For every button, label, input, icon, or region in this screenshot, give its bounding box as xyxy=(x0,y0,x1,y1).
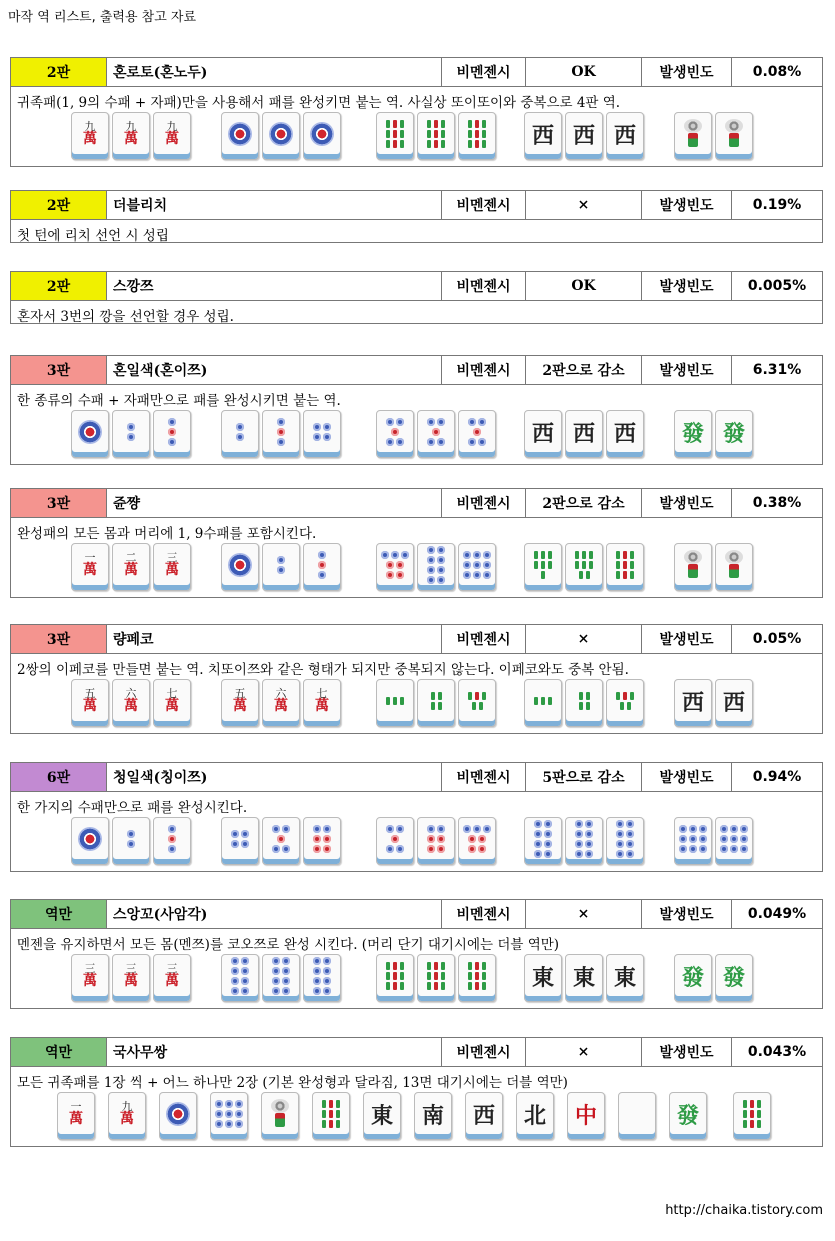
menzen-value: × xyxy=(526,625,642,653)
tile-p4 xyxy=(221,817,259,865)
tile-p8 xyxy=(524,817,562,865)
tile-m3: 三 萬 xyxy=(112,954,150,1002)
menzen-label: 비멘젠시 xyxy=(442,625,526,653)
yaku-header xyxy=(11,489,822,518)
freq-value: 0.94% xyxy=(752,769,802,785)
freq-label: 발생빈도 xyxy=(642,356,732,384)
tile-p1 xyxy=(262,112,300,160)
menzen-value: × xyxy=(526,1038,642,1066)
menzen-label: 비멘젠시 xyxy=(442,272,526,300)
tile-row xyxy=(11,109,822,166)
tile-p8 xyxy=(221,954,259,1002)
freq-label: 발생빈도 xyxy=(642,1038,732,1066)
tile-m5: 五 萬 xyxy=(221,679,259,727)
tile-west: 西 xyxy=(524,112,562,160)
tile-s5 xyxy=(606,679,644,727)
tile-p1 xyxy=(159,1092,197,1140)
tile-s9 xyxy=(376,112,414,160)
tile-east: 東 xyxy=(565,954,603,1002)
menzen-label: 비멘젠시 xyxy=(442,191,526,219)
tile-p1 xyxy=(303,112,341,160)
tile-s1 xyxy=(715,112,753,160)
han-cell: 6판 xyxy=(11,763,107,791)
freq-value: 6.31% xyxy=(752,362,802,378)
freq-label: 발생빈도 xyxy=(642,900,732,928)
tile-s9 xyxy=(458,112,496,160)
tile-row xyxy=(11,814,822,871)
yaku-description: 2쌍의 이페코를 만들면 붙는 역. 치또이쯔와 같은 형태가 되지만 중복되지 않는다. 이페코와도 중복 안됨. xyxy=(17,662,629,678)
tile-p8 xyxy=(606,817,644,865)
han-cell: 3판 xyxy=(11,356,107,384)
freq-label: 발생빈도 xyxy=(642,191,732,219)
tile-row xyxy=(11,540,822,597)
tile-east: 東 xyxy=(606,954,644,1002)
tile-m3: 三 萬 xyxy=(71,954,109,1002)
tile-m1: 一 萬 xyxy=(57,1092,95,1140)
yaku-header xyxy=(11,900,822,929)
yaku-description: 한 종류의 수패 + 자패만으로 패를 완성시키면 붙는 역. xyxy=(17,393,341,409)
yaku-description: 혼자서 3번의 깡을 선언할 경우 성립. xyxy=(17,309,234,325)
tile-row xyxy=(11,1089,822,1146)
yaku-header xyxy=(11,356,822,385)
yaku-name: 쥰쨩 xyxy=(107,489,442,517)
han-cell: 2판 xyxy=(11,191,107,219)
tile-s9 xyxy=(376,954,414,1002)
yaku-description: 모든 귀족패를 1장 씩 + 어느 하나만 2장 (기본 완성형과 달라짐, 13면 대기시에는 더블 역만) xyxy=(17,1075,568,1091)
freq-value: 0.05% xyxy=(752,631,802,647)
yaku-description: 귀족패(1, 9의 수패 + 자패)만을 사용해서 패를 완성키면 붙는 역. 사실상 또이또이와 중복으로 4판 역. xyxy=(17,95,621,111)
yaku-name: 청일색(칭이쯔) xyxy=(107,763,442,791)
freq-value: 0.08% xyxy=(752,64,802,80)
yaku-card xyxy=(10,271,823,324)
yaku-name: 더블리치 xyxy=(107,191,442,219)
tile-m6: 六 萬 xyxy=(112,679,150,727)
tile-m9: 九 萬 xyxy=(71,112,109,160)
menzen-label: 비멘젠시 xyxy=(442,489,526,517)
tile-p9 xyxy=(715,817,753,865)
yaku-name: 스앙꼬(사암각) xyxy=(107,900,442,928)
tile-p1 xyxy=(221,543,259,591)
tile-hatsu: 發 xyxy=(669,1092,707,1140)
tile-west: 西 xyxy=(674,679,712,727)
tile-m3: 三 萬 xyxy=(153,954,191,1002)
tile-s1 xyxy=(674,112,712,160)
tile-p3 xyxy=(303,543,341,591)
tile-s9 xyxy=(606,543,644,591)
freq-value: 0.049% xyxy=(747,906,807,922)
yaku-name: 혼일색(혼이쯔) xyxy=(107,356,442,384)
tile-p3 xyxy=(153,817,191,865)
yaku-header xyxy=(11,763,822,792)
tile-p9 xyxy=(674,817,712,865)
han-cell: 3판 xyxy=(11,489,107,517)
han-cell: 3판 xyxy=(11,625,107,653)
menzen-value: 2판으로 감소 xyxy=(526,489,642,517)
tile-m7: 七 萬 xyxy=(153,679,191,727)
tile-m3: 三 萬 xyxy=(153,543,191,591)
menzen-value: 2판으로 감소 xyxy=(526,356,642,384)
han-cell: 2판 xyxy=(11,58,107,86)
yaku-card xyxy=(10,57,823,167)
tile-s1 xyxy=(715,543,753,591)
tile-west: 西 xyxy=(565,410,603,458)
tile-p5 xyxy=(262,817,300,865)
tile-west: 西 xyxy=(606,410,644,458)
yaku-header xyxy=(11,58,822,87)
freq-value: 0.19% xyxy=(752,197,802,213)
tile-m5: 五 萬 xyxy=(71,679,109,727)
menzen-label: 비멘젠시 xyxy=(442,900,526,928)
tile-p2 xyxy=(112,410,150,458)
tile-p8 xyxy=(262,954,300,1002)
tile-north: 北 xyxy=(516,1092,554,1140)
yaku-header xyxy=(11,625,822,654)
tile-p7 xyxy=(458,817,496,865)
freq-value: 0.043% xyxy=(747,1044,807,1060)
tile-p7 xyxy=(376,543,414,591)
tile-p8 xyxy=(565,817,603,865)
menzen-label: 비멘젠시 xyxy=(442,58,526,86)
yaku-description: 완성패의 모든 몸과 머리에 1, 9수패를 포함시킨다. xyxy=(17,526,317,542)
tile-s9 xyxy=(417,112,455,160)
tile-haku xyxy=(618,1092,656,1140)
tile-p6 xyxy=(303,817,341,865)
yaku-card xyxy=(10,762,823,872)
yaku-header xyxy=(11,272,822,301)
tile-m9: 九 萬 xyxy=(153,112,191,160)
tile-p5 xyxy=(417,410,455,458)
tile-p3 xyxy=(153,410,191,458)
tile-m6: 六 萬 xyxy=(262,679,300,727)
yaku-card xyxy=(10,190,823,243)
yaku-card xyxy=(10,899,823,1009)
tile-west: 西 xyxy=(565,112,603,160)
tile-p1 xyxy=(71,817,109,865)
tile-row xyxy=(11,951,822,1008)
menzen-label: 비멘젠시 xyxy=(442,763,526,791)
tile-m9: 九 萬 xyxy=(112,112,150,160)
menzen-value: 5판으로 감소 xyxy=(526,763,642,791)
han-cell: 역만 xyxy=(11,900,107,928)
tile-west: 西 xyxy=(715,679,753,727)
tile-s5 xyxy=(458,679,496,727)
freq-label: 발생빈도 xyxy=(642,763,732,791)
menzen-label: 비멘젠시 xyxy=(442,356,526,384)
tile-s8 xyxy=(565,543,603,591)
tile-s1 xyxy=(261,1092,299,1140)
menzen-value: OK xyxy=(526,272,642,300)
tile-s9 xyxy=(733,1092,771,1140)
tile-west: 西 xyxy=(524,410,562,458)
yaku-name: 량페코 xyxy=(107,625,442,653)
han-cell: 역만 xyxy=(11,1038,107,1066)
tile-west: 西 xyxy=(465,1092,503,1140)
tile-m1: 一 萬 xyxy=(71,543,109,591)
yaku-description: 한 가지의 수패만으로 패를 완성시킨다. xyxy=(17,800,248,816)
tile-p8 xyxy=(303,954,341,1002)
freq-value: 0.38% xyxy=(752,495,802,511)
tile-hatsu: 發 xyxy=(715,954,753,1002)
yaku-card xyxy=(10,1037,823,1147)
tile-p4 xyxy=(303,410,341,458)
tile-s3 xyxy=(524,679,562,727)
tile-hatsu: 發 xyxy=(674,954,712,1002)
menzen-value: × xyxy=(526,191,642,219)
tile-p2 xyxy=(221,410,259,458)
yaku-description: 첫 턴에 리치 선언 시 성립 xyxy=(17,228,169,244)
tile-p2 xyxy=(112,817,150,865)
yaku-header xyxy=(11,1038,822,1067)
tile-row xyxy=(11,676,822,733)
page-title: 마작 역 리스트, 출력용 참고 자료 xyxy=(8,10,197,25)
freq-value: 0.005% xyxy=(747,278,807,294)
tile-m2: 二 萬 xyxy=(112,543,150,591)
tile-east: 東 xyxy=(524,954,562,1002)
yaku-name: 국사무쌍 xyxy=(107,1038,442,1066)
freq-label: 발생빈도 xyxy=(642,58,732,86)
tile-south: 南 xyxy=(414,1092,452,1140)
tile-hatsu: 發 xyxy=(715,410,753,458)
tile-s4 xyxy=(417,679,455,727)
tile-s4 xyxy=(565,679,603,727)
tile-m9: 九 萬 xyxy=(108,1092,146,1140)
tile-p2 xyxy=(262,543,300,591)
tile-p9 xyxy=(210,1092,248,1140)
tile-row xyxy=(11,407,822,464)
tile-s7 xyxy=(524,543,562,591)
tile-p1 xyxy=(71,410,109,458)
tile-p8 xyxy=(417,543,455,591)
menzen-value: × xyxy=(526,900,642,928)
menzen-value: OK xyxy=(526,58,642,86)
footer-url[interactable]: http://chaika.tistory.com xyxy=(665,1203,823,1218)
tile-s1 xyxy=(674,543,712,591)
tile-p1 xyxy=(221,112,259,160)
tile-hatsu: 發 xyxy=(674,410,712,458)
yaku-name: 스깡쯔 xyxy=(107,272,442,300)
tile-s9 xyxy=(458,954,496,1002)
tile-p9 xyxy=(458,543,496,591)
menzen-label: 비멘젠시 xyxy=(442,1038,526,1066)
freq-label: 발생빈도 xyxy=(642,489,732,517)
yaku-card xyxy=(10,488,823,598)
tile-s9 xyxy=(417,954,455,1002)
tile-west: 西 xyxy=(606,112,644,160)
tile-s3 xyxy=(376,679,414,727)
han-cell: 2판 xyxy=(11,272,107,300)
tile-m7: 七 萬 xyxy=(303,679,341,727)
tile-p5 xyxy=(376,817,414,865)
freq-label: 발생빈도 xyxy=(642,625,732,653)
yaku-header xyxy=(11,191,822,220)
tile-p3 xyxy=(262,410,300,458)
tile-p5 xyxy=(376,410,414,458)
yaku-card xyxy=(10,624,823,734)
tile-east: 東 xyxy=(363,1092,401,1140)
yaku-name: 혼로토(혼노두) xyxy=(107,58,442,86)
tile-chun: 中 xyxy=(567,1092,605,1140)
yaku-card xyxy=(10,355,823,465)
tile-p6 xyxy=(417,817,455,865)
yaku-description: 멘젠을 유지하면서 모든 몸(멘쯔)를 코오쯔로 완성 시킨다. (머리 단기 대기시에는 더블 역만) xyxy=(17,937,560,953)
freq-label: 발생빈도 xyxy=(642,272,732,300)
tile-s9 xyxy=(312,1092,350,1140)
tile-p5 xyxy=(458,410,496,458)
